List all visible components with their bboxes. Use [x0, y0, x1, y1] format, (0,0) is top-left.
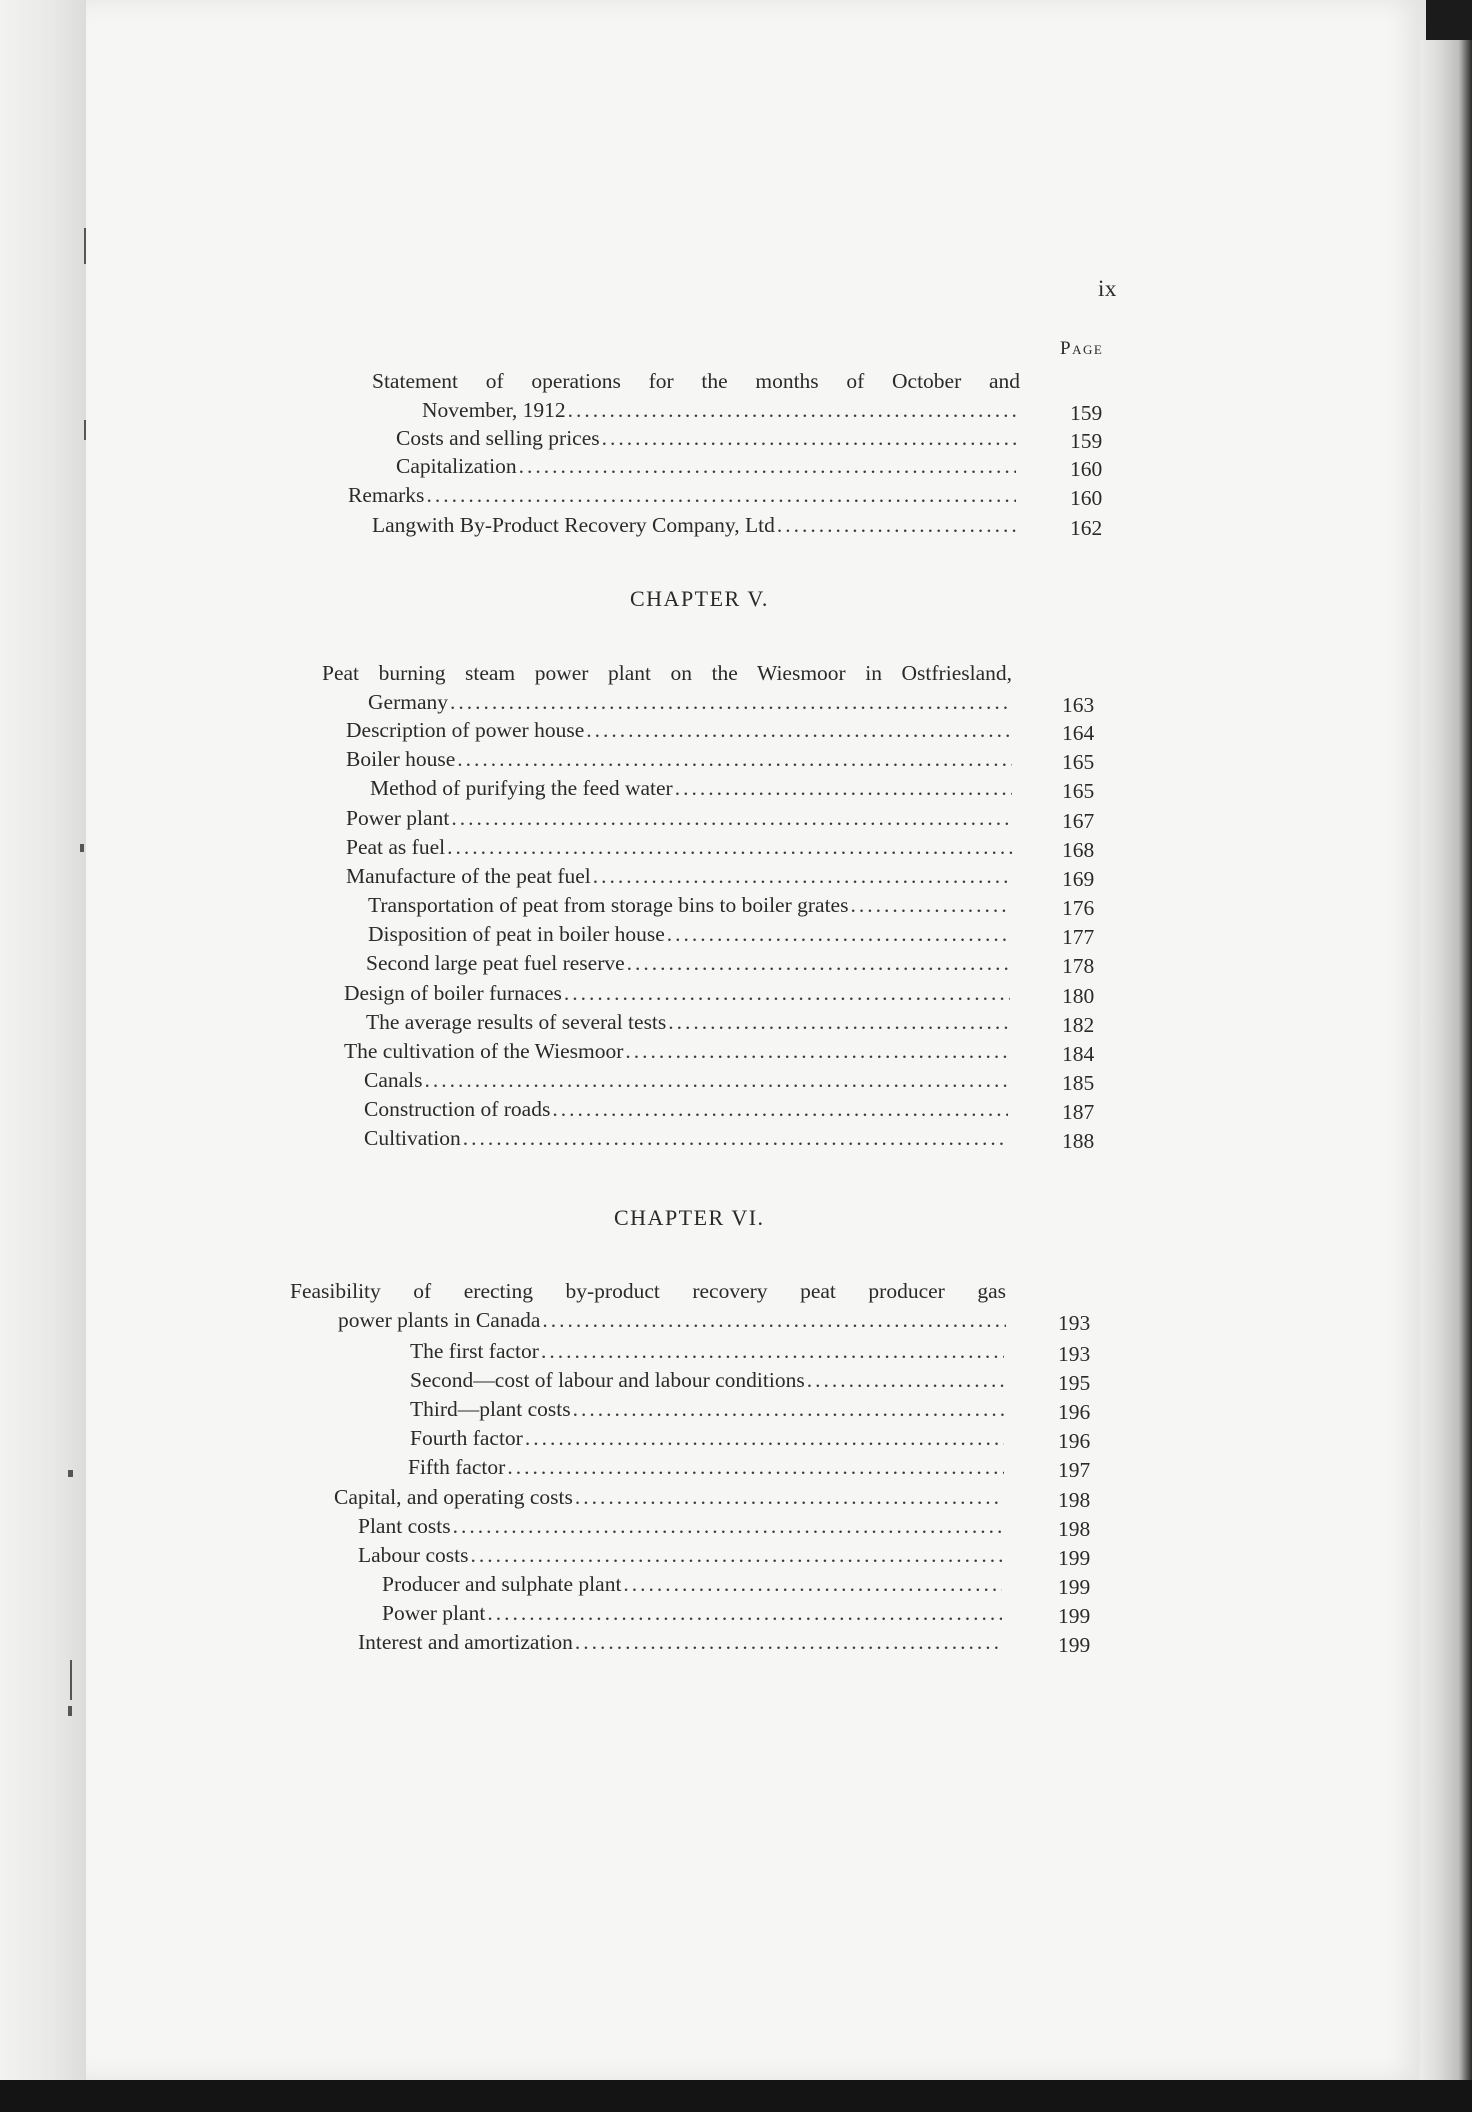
toc-entry: [334, 1483, 1002, 1511]
toc-entry-label: Capitalization: [396, 454, 517, 478]
toc-page-number: 163: [1062, 693, 1095, 717]
toc-entry: [348, 481, 1016, 509]
dot-leader: [668, 1008, 1010, 1036]
toc-entry: [372, 511, 1016, 539]
toc-entry: [408, 1453, 1004, 1481]
dot-leader: [552, 1095, 1008, 1123]
toc-entry-line: [322, 659, 1012, 687]
toc-page-number: 198: [1058, 1488, 1091, 1512]
toc-entry: [368, 891, 1010, 919]
toc-entry-label: Costs and selling prices: [396, 426, 600, 450]
toc-page-number: 177: [1062, 925, 1095, 949]
toc-entry: [396, 452, 1016, 480]
dot-leader: [487, 1599, 1002, 1627]
dot-leader: [453, 1512, 1002, 1540]
toc-entry: [368, 920, 1010, 948]
dot-leader: [451, 804, 1012, 832]
toc-page-number: 198: [1058, 1517, 1091, 1541]
toc-page-number: 193: [1058, 1311, 1091, 1335]
scan-speck: [68, 1470, 73, 1477]
toc-entry-label: Interest and amortization: [358, 1630, 573, 1654]
dot-leader: [623, 1570, 1002, 1598]
toc-entry-label: Second large peat fuel reserve: [366, 951, 625, 975]
toc-entry-label: Canals: [364, 1068, 423, 1092]
toc-entry-label: Third—plant costs: [410, 1397, 571, 1421]
dot-leader: [667, 920, 1010, 948]
toc-entry-label: power plants in Canada: [338, 1308, 541, 1332]
toc-entry: [358, 1512, 1002, 1540]
dot-leader: [519, 452, 1016, 480]
toc-entry: [410, 1424, 1004, 1452]
dot-leader: [568, 396, 1020, 424]
toc-entry: [370, 774, 1012, 802]
toc-page-number: 195: [1058, 1371, 1091, 1395]
toc-page-number: 182: [1062, 1013, 1095, 1037]
dot-leader: [564, 979, 1010, 1007]
toc-entry-label: Germany: [368, 690, 448, 714]
toc-entry: [364, 1066, 1008, 1094]
toc-page-number: 187: [1062, 1100, 1095, 1124]
toc-entry-label: Fourth factor: [410, 1426, 523, 1450]
toc-page-number: 165: [1062, 750, 1095, 774]
toc-page-number: 169: [1062, 867, 1095, 891]
toc-entry-first-line: Statement of operations for the months of October and: [372, 369, 1020, 393]
toc-entry-label: Capital, and operating costs: [334, 1485, 573, 1509]
toc-entry-label: Remarks: [348, 483, 425, 507]
toc-entry: [346, 862, 1012, 890]
scan-speck: [84, 228, 86, 264]
toc-page-number: 184: [1062, 1042, 1095, 1066]
dot-leader: [525, 1424, 1004, 1452]
dot-leader: [425, 1066, 1008, 1094]
toc-entry: [344, 1037, 1010, 1065]
dot-leader: [593, 862, 1012, 890]
dot-leader: [542, 1306, 1006, 1334]
toc-entry-label: Power plant: [346, 806, 450, 830]
toc-entry: [344, 979, 1010, 1007]
toc-entry: [358, 1628, 1002, 1656]
toc-page-number: 196: [1058, 1400, 1091, 1424]
dot-leader: [602, 424, 1016, 452]
toc-entry-label: Producer and sulphate plant: [382, 1572, 622, 1596]
toc-entry-label: The first factor: [410, 1339, 539, 1363]
dot-leader: [625, 1037, 1010, 1065]
scan-bottom-border: [0, 2080, 1472, 2112]
toc-entry-label: The cultivation of the Wiesmoor: [344, 1039, 624, 1063]
toc-page-number: 165: [1062, 779, 1095, 803]
toc-entry-label: Design of boiler furnaces: [344, 981, 562, 1005]
toc-entry-line: [372, 367, 1020, 395]
toc-entry-first-line: Peat burning steam power plant on the Wiesmoor in Ostfriesland,: [322, 661, 1012, 685]
toc-page-number: 199: [1058, 1575, 1091, 1599]
toc-page-number: 164: [1062, 721, 1095, 745]
toc-entry: [410, 1337, 1004, 1365]
dot-leader: [627, 949, 1010, 977]
toc-entry: [368, 688, 1012, 716]
toc-entry-label: Langwith By-Product Recovery Company, Ltd: [372, 513, 775, 537]
toc-entry-label: Second—cost of labour and labour conditions: [410, 1368, 805, 1392]
page-column-heading: Page: [1060, 338, 1104, 359]
toc-entry-label: Construction of roads: [364, 1097, 551, 1121]
toc-entry-label: November, 1912: [422, 398, 566, 422]
toc-entry: [382, 1570, 1002, 1598]
dot-leader: [507, 1453, 1004, 1481]
toc-entry-line: [290, 1277, 1006, 1305]
toc-page-number: 176: [1062, 896, 1095, 920]
dot-leader: [573, 1395, 1004, 1423]
chapter-v-title: CHAPTER V.: [630, 586, 769, 611]
toc-entry-first-line: Feasibility of erecting by-product recovery peat producer gas: [290, 1279, 1006, 1303]
toc-page-number: 199: [1058, 1604, 1091, 1628]
toc-page-number: 185: [1062, 1071, 1095, 1095]
toc-entry: [366, 1008, 1010, 1036]
toc-page-number: 159: [1070, 401, 1103, 425]
toc-page-number: 168: [1062, 838, 1095, 862]
page-edge-stack: [1420, 40, 1472, 2080]
dot-leader: [450, 688, 1012, 716]
toc-entry-label: Labour costs: [358, 1543, 469, 1567]
toc-page-number: 199: [1058, 1546, 1091, 1570]
toc-entry: [358, 1541, 1002, 1569]
dot-leader: [575, 1483, 1002, 1511]
toc-entry: [364, 1095, 1008, 1123]
dot-leader: [463, 1124, 1008, 1152]
toc-entry: [396, 424, 1016, 452]
toc-page-number: 199: [1058, 1633, 1091, 1657]
dot-leader: [850, 891, 1010, 919]
toc-entry-label: Peat as fuel: [346, 835, 446, 859]
toc-entry-label: Cultivation: [364, 1126, 461, 1150]
toc-entry: [346, 716, 1012, 744]
toc-entry: [346, 804, 1012, 832]
toc-entry-label: Fifth factor: [408, 1455, 506, 1479]
toc-entry-label: Disposition of peat in boiler house: [368, 922, 665, 946]
toc-page-number: 159: [1070, 429, 1103, 453]
toc-entry-label: Method of purifying the feed water: [370, 776, 673, 800]
toc-page-number: 188: [1062, 1129, 1095, 1153]
toc-page-number: 167: [1062, 809, 1095, 833]
toc-page-number: 160: [1070, 486, 1103, 510]
toc-entry: [410, 1395, 1004, 1423]
toc-entry-label: Boiler house: [346, 747, 456, 771]
dot-leader: [675, 774, 1012, 802]
dot-leader: [575, 1628, 1002, 1656]
dot-leader: [807, 1366, 1004, 1394]
toc-entry: [338, 1306, 1006, 1334]
dot-leader: [541, 1337, 1004, 1365]
chapter-vi-title: CHAPTER VI.: [614, 1205, 765, 1230]
toc-entry: [346, 745, 1012, 773]
scan-speck: [80, 844, 84, 852]
toc-page-number: 196: [1058, 1429, 1091, 1453]
dot-leader: [586, 716, 1012, 744]
toc-entry-label: Manufacture of the peat fuel: [346, 864, 591, 888]
toc-page-number: 160: [1070, 457, 1103, 481]
toc-page-number: 193: [1058, 1342, 1091, 1366]
dot-leader: [457, 745, 1012, 773]
toc-entry: [364, 1124, 1008, 1152]
toc-page-number: 180: [1062, 984, 1095, 1008]
binding-gutter: [0, 0, 86, 2112]
toc-entry: [382, 1599, 1002, 1627]
toc-entry-label: The average results of several tests: [366, 1010, 667, 1034]
toc-entry-label: Plant costs: [358, 1514, 451, 1538]
dot-leader: [777, 511, 1016, 539]
dot-leader: [426, 481, 1016, 509]
toc-page-number: 197: [1058, 1458, 1091, 1482]
toc-page-number: 162: [1070, 516, 1103, 540]
toc-page-number: 178: [1062, 954, 1095, 978]
scan-speck: [68, 1706, 72, 1716]
scan-speck: [84, 420, 86, 440]
toc-entry: [346, 833, 1012, 861]
dot-leader: [470, 1541, 1002, 1569]
toc-entry-label: Description of power house: [346, 718, 585, 742]
toc-entry-label: Power plant: [382, 1601, 486, 1625]
scan-speck: [70, 1660, 72, 1700]
toc-entry: [366, 949, 1010, 977]
toc-entry: [410, 1366, 1004, 1394]
page-number: ix: [1098, 276, 1117, 301]
dot-leader: [447, 833, 1012, 861]
toc-entry-label: Transportation of peat from storage bins to boiler grates: [368, 893, 849, 917]
toc-entry: [422, 396, 1020, 424]
